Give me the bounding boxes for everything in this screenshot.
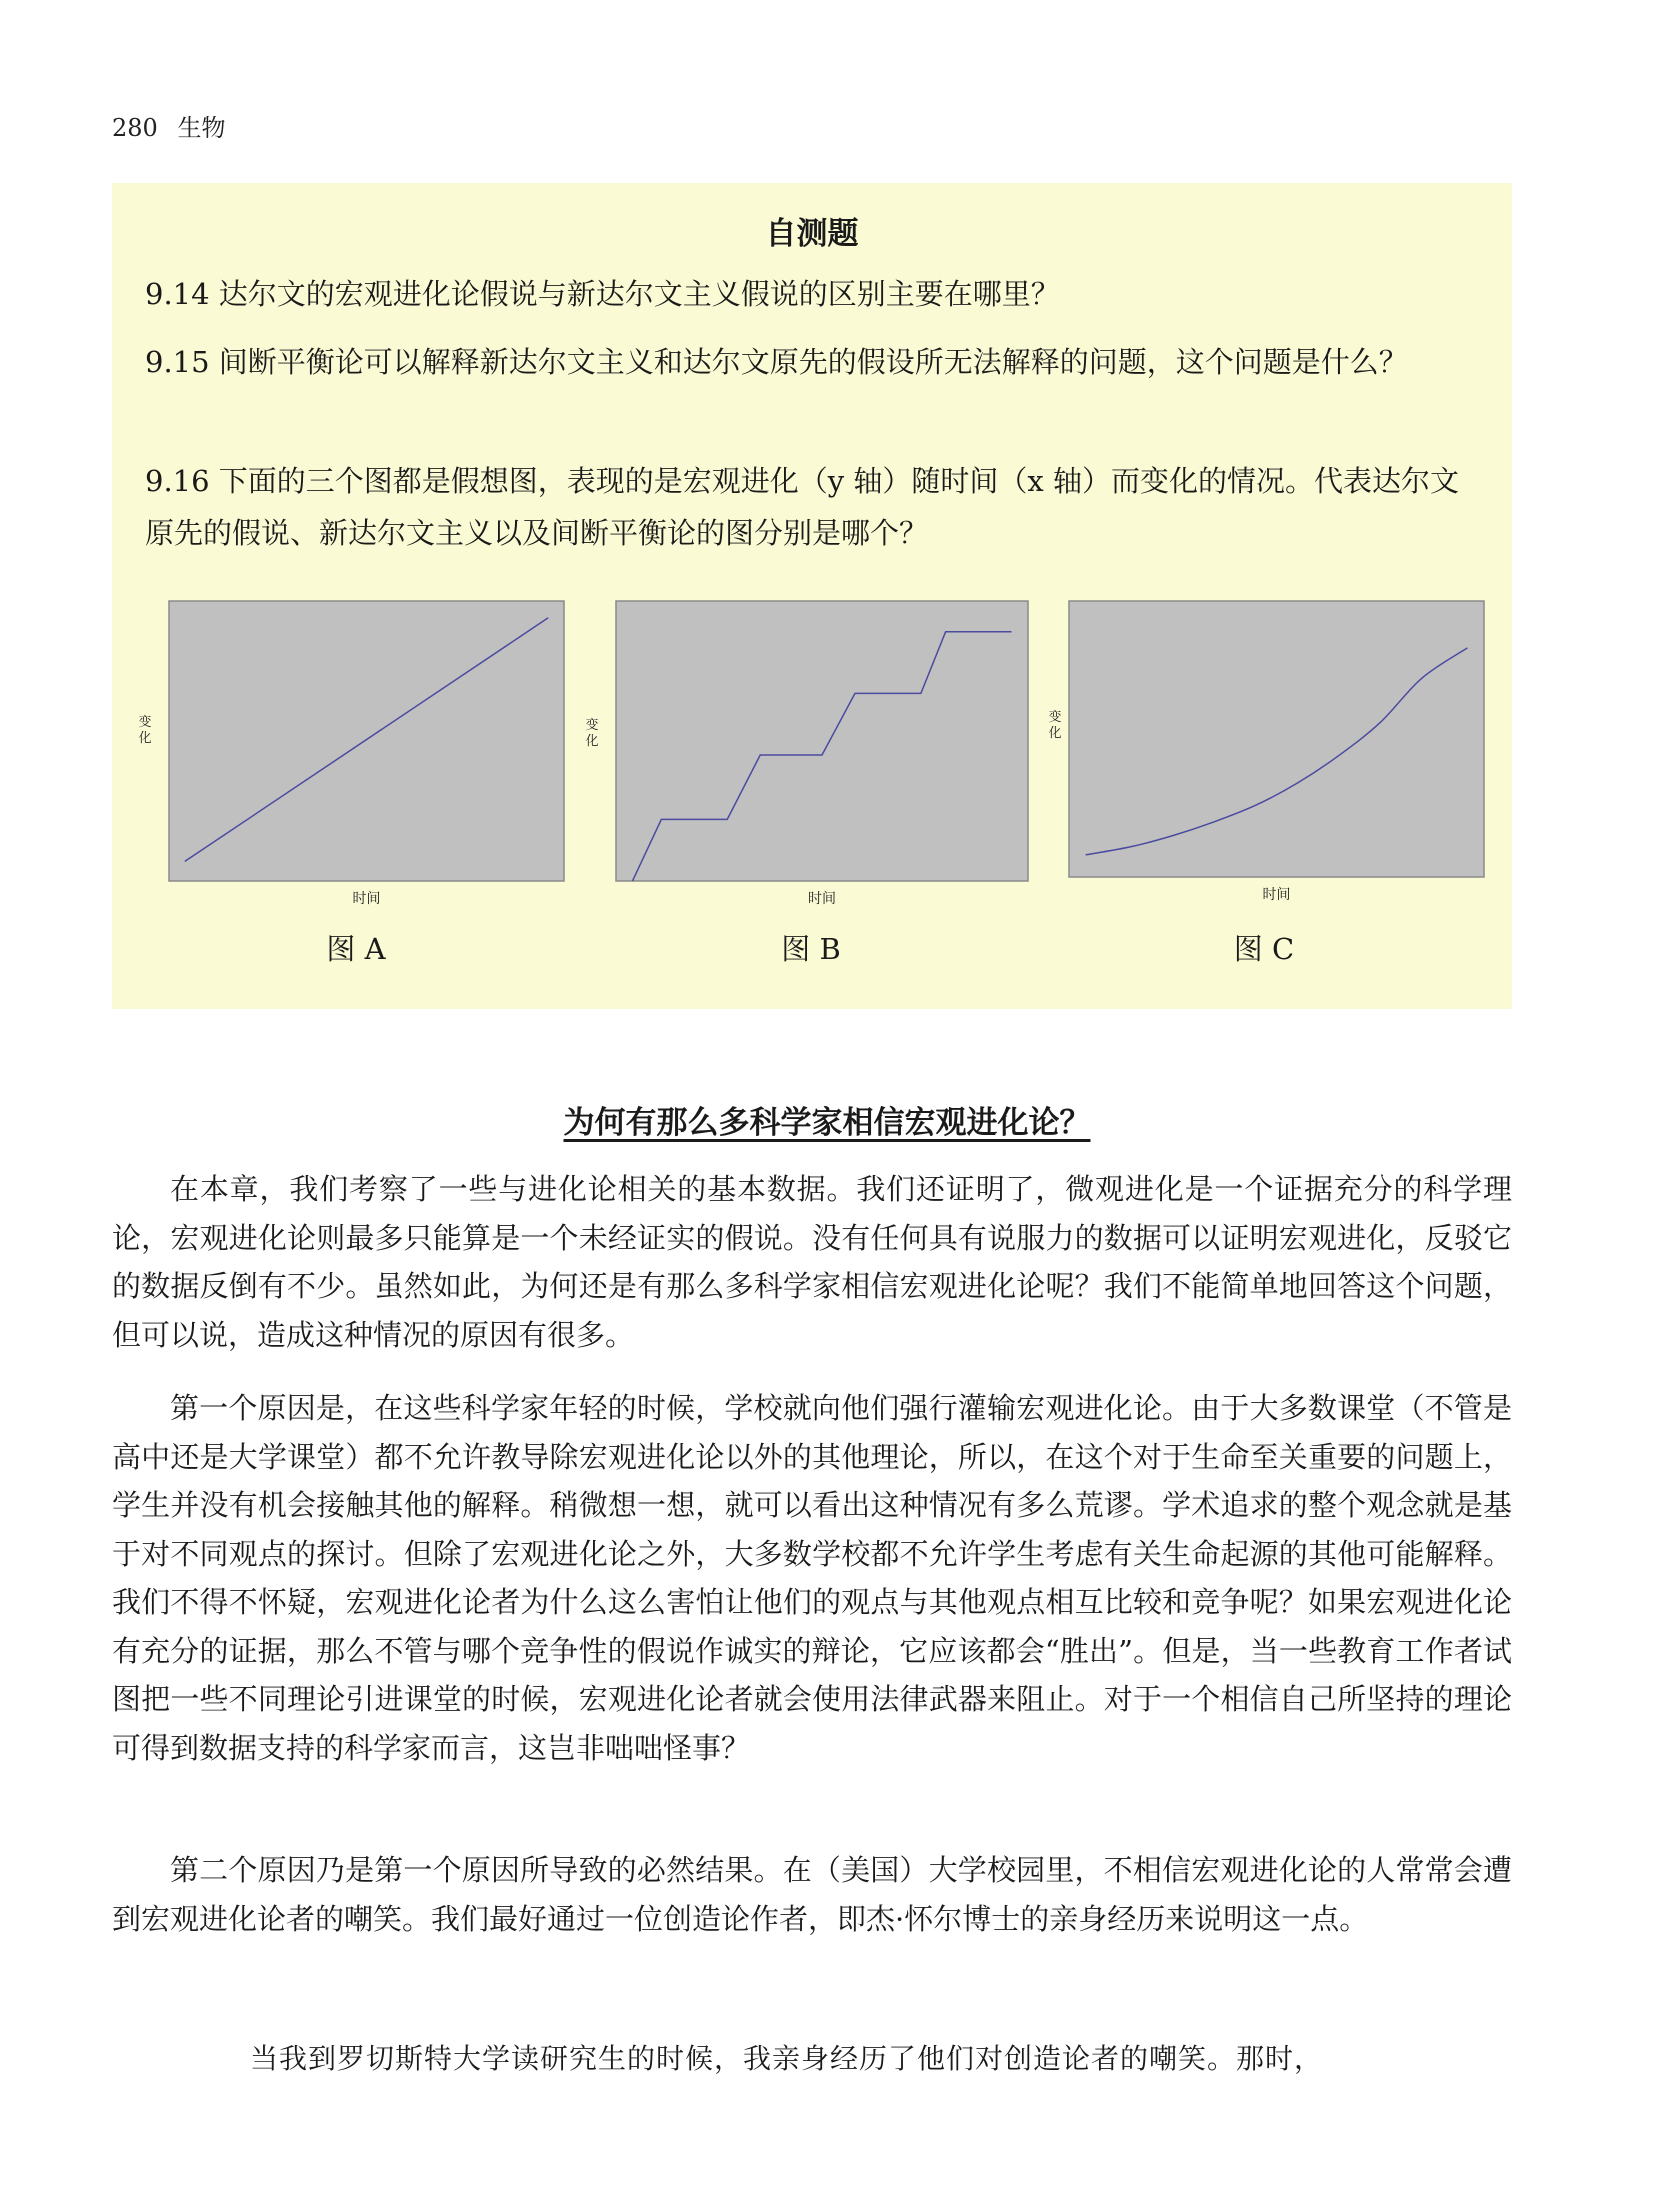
chart-c-svg	[1049, 601, 1489, 931]
chart-c	[1048, 601, 1489, 966]
question-9-14: 9.14 达尔文的宏观进化论假说与新达尔文主义假说的区别主要在哪里？	[145, 277, 1060, 311]
body-paragraph-2: 第一个原因是，在这些科学家年轻的时候，学校就向他们强行灌输宏观进化论。由于大多数课堂（不管是高中还是大学课堂）都不允许教导除宏观进化论以外的其他理论，所以，在这个对于生命至关重要的问题上，学生并没有机会接触其他的解释。稍微想一想，就可以看出这种情况有多么荒谬。学术追求的整个观念就是基于对不同观点的探讨。但除了宏观进化论之外，大多数学校都不允许学生考虑有关生命起源的其他可能解释。我们不得不怀疑，宏观进化论者为什么这么害怕让他们的观点与其他观点相互比较和竞争呢？如果宏观进化论有充分的证据，那么不管与哪个竞争性的假说作诚实的辩论，它应该都会“胜出”。但是，当一些教育工作者试图把一些不同理论引进课堂的时候，宏观进化论者就会使用法律武器来阻止。对于一个相信自己所坚持的理论可得到数据支持的科学家而言，这岂非咄咄怪事？	[112, 1391, 1512, 1765]
body-paragraph-3: 第二个原因乃是第一个原因所导致的必然结果。在（美国）大学校园里，不相信宏观进化论的人常常会遭到宏观进化论者的嘲笑。我们最好通过一位创造论作者，即杰·怀尔博士的亲身经历来说明这一点。	[112, 1853, 1512, 1936]
chart-plot-area	[1069, 601, 1484, 877]
body-paragraph-1: 在本章，我们考察了一些与进化论相关的基本数据。我们还证明了，微观进化是一个证据充分的科学理论，宏观进化论则最多只能算是一个未经证实的假说。没有任何具有说服力的数据可以证明宏观进化，反驳它的数据反倒有不少。虽然如此，为何还是有那么多科学家相信宏观进化论呢？我们不能简单地回答这个问题，但可以说，造成这种情况的原因有很多。	[112, 1172, 1512, 1352]
block-quote: 当我到罗切斯特大学读研究生的时候，我亲身经历了他们对创造论者的嘲笑。那时，	[250, 2042, 1324, 2075]
self-test-title: 自测题	[765, 216, 859, 252]
chart-b	[585, 601, 1026, 966]
chart-y-axis-label: 变化	[585, 718, 599, 749]
self-test-box	[112, 183, 1512, 1009]
chart-y-axis-label: 变化	[138, 715, 152, 746]
running-head	[112, 108, 225, 143]
page-number: 280	[112, 114, 158, 142]
chart-b-caption: 图 B	[781, 932, 841, 966]
chart-c-caption: 图 C	[1233, 932, 1295, 966]
chart-y-axis-label: 变化	[1048, 710, 1062, 741]
chart-a-caption: 图 A	[326, 932, 386, 966]
chart-plot-area	[169, 601, 564, 881]
question-9-15: 9.15 间断平衡论可以解释新达尔文主义和达尔文原先的假设所无法解释的问题，这个问题是什么？	[145, 345, 1408, 379]
chart-a	[129, 601, 554, 966]
section-heading: 为何有那么多科学家相信宏观进化论？	[563, 1105, 1091, 1141]
running-head-section: 生物	[177, 114, 226, 142]
chart-b-svg	[586, 601, 1026, 931]
chart-x-axis-label: 时间	[352, 891, 381, 907]
question-9-16: 9.16 下面的三个图都是假想图，表现的是宏观进化（y 轴）随时间（x 轴）而变化的情况。代表达尔文原先的假说、新达尔文主义以及间断平衡论的图分别是哪个？	[145, 464, 1459, 550]
chart-a-svg	[129, 601, 554, 931]
chart-x-axis-label: 时间	[808, 891, 836, 907]
chart-x-axis-label: 时间	[1262, 887, 1291, 903]
chart-plot-area	[616, 601, 1028, 881]
